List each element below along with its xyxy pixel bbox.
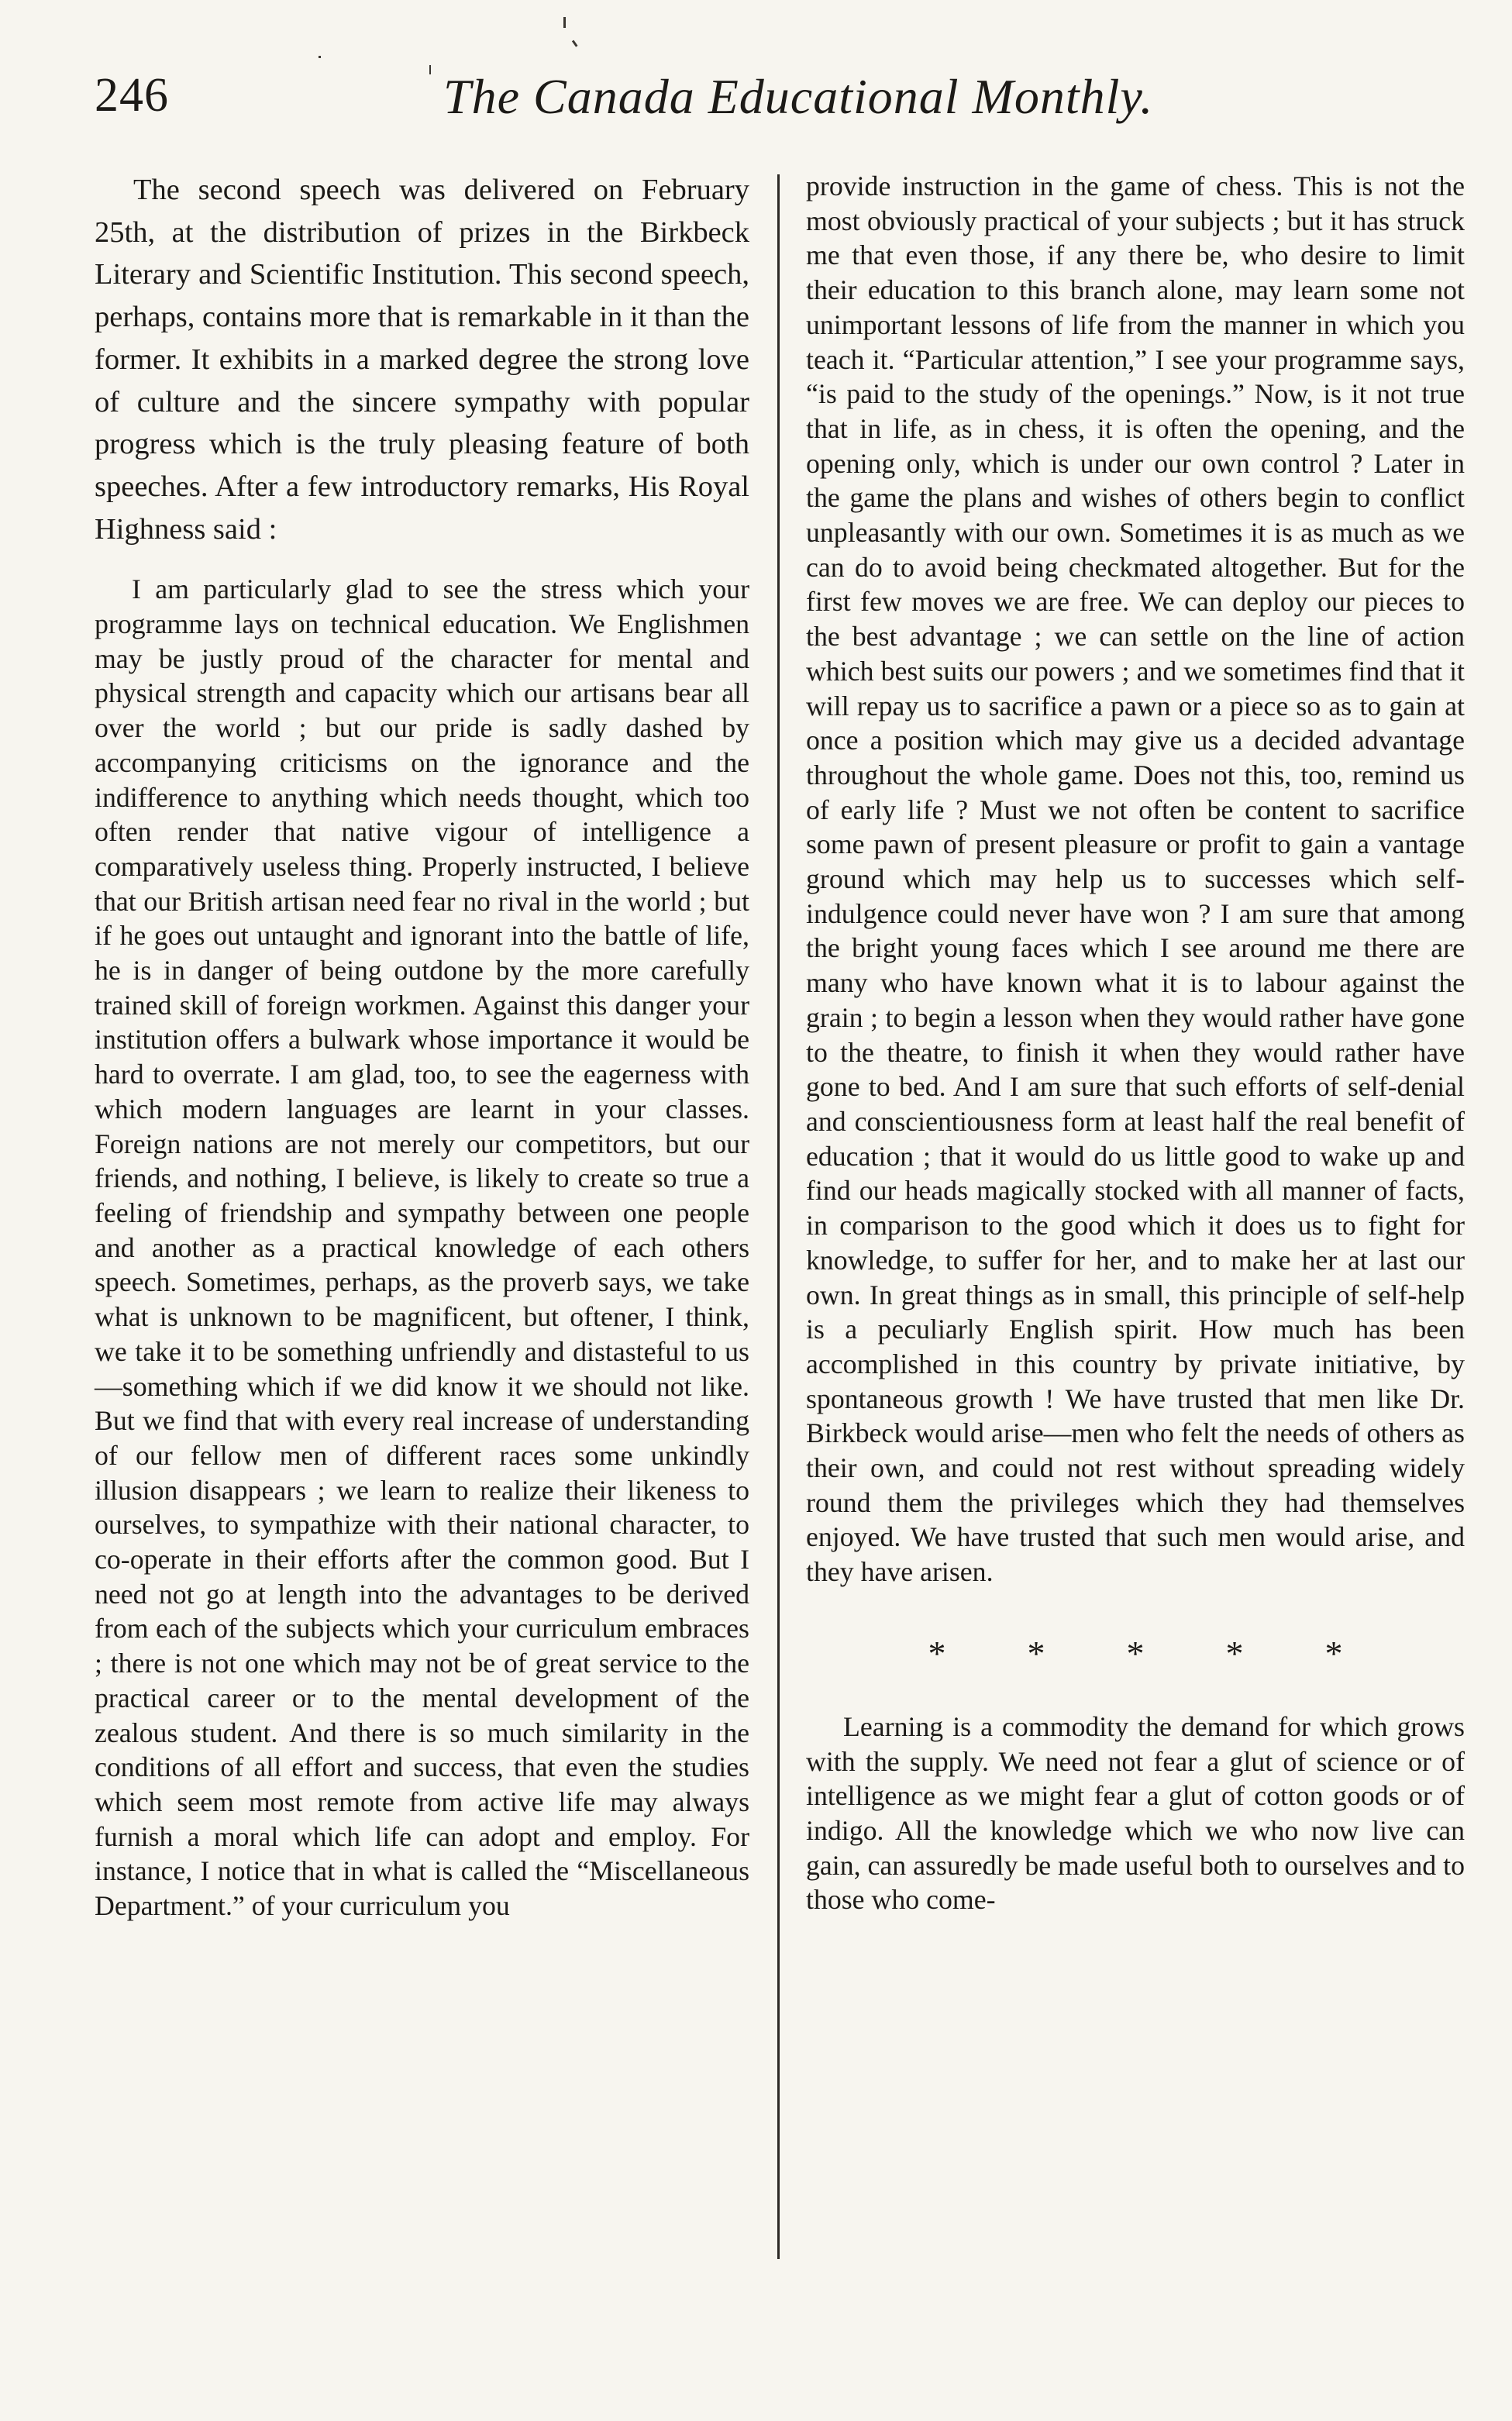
closing-paragraph: Learning is a commodity the demand for which grows with the supply. We need not fear a glut of science or of intelligence as we might fear a glut of cotton goods or of indigo. All the knowledge which we who now live can gain, can assuredly be made useful both to ourselves and to those who come- xyxy=(806,1710,1465,1916)
print-specks xyxy=(0,0,1512,155)
intro-paragraph: The second speech was delivered on February 25th, at the distribution of prizes in the Birkbeck Literary and Scientific Institution. This second speech, perhaps, contains more that is remarkable in it than the former. It exhibits in a marked degree the strong love of culture and the sincere sympathy with popular progress which is the truly pleasing feature of both speeches. After a few introductory remarks, His Royal Highness said : xyxy=(95,174,749,546)
left-column xyxy=(95,169,749,1923)
asterisk: * xyxy=(1126,1633,1145,1673)
right-column xyxy=(806,169,1465,1917)
running-title: The Canada Educational Monthly. xyxy=(443,69,1154,124)
paragraph-gap xyxy=(95,550,749,572)
section-separator xyxy=(806,1633,1465,1674)
speech-quote-paragraph: I am particularly glad to see the stress which your programme lays on technical education. We Englishmen may be justly proud of the character for mental and physical strength and capacity which our artisans bear all over the world ; but our pride is sadly dashed by accompanying criticisms on the ignorance and the indifference to anything which needs thought, which too often render that native vigour of intelligence a comparatively useless thing. Properly instructed, I believe that our British artisan need fear no rival in the world ; but if he goes out untaught and ignorant into the battle of life, he is in danger of being outdone by the more carefully trained skill of foreign workmen. Against this danger your institution offers a bulwark whose importance it would be hard to overrate. I am glad, too, to see the eagerness with which modern languages are learnt in your classes. Foreign nations are not merely our competitors, but our friends, and nothing, I believe, is likely to create so true a feeling of friendship and sympathy between one people and another as a practical knowledge of each others speech. Sometimes, perhaps, as the proverb says, we take what is unknown to be magnificent, but oftener, I think, we take it to be something unfriendly and distasteful to us—something which if we did know it we should not like. But we find that with every real increase of understanding of our fellow men of different races some unkindly illusion disappears ; we learn to realize their likeness to ourselves, to sympathize with their national character, to co-operate in their efforts after the common good. But I need not go at length into the advantages to be derived from each of the subjects which your curriculum embraces ; there is not one which may not be of great service to the practical career or to the mental development of the zealous student. And there is so much similarity in the conditions of all effort and success, that even the studies which seem most remote from active life may always furnish a moral which life can adopt and employ. For instance, I notice that in what is called the “Miscellaneous Department.” of your curriculum you xyxy=(95,573,749,1922)
page-number: 246 xyxy=(95,69,169,122)
asterisk: * xyxy=(1324,1633,1343,1673)
speech-continuation-paragraph: provide instruction in the game of chess. This is not the most obviously practical of your subjects ; but it has struck me that even those, if any there be, who desire to limit their education to this branch alone, may learn some not unimportant lessons of life from the manner in which you teach it. “Particular attention,” I see your programme says, “is paid to the study of the openings.” Now, is it not true that in life, as in chess, it is often the opening, and the opening only, which is under our own control ? Later in the game the plans and wishes of others begin to conflict unpleasantly with our own. Sometimes it is as much as we can do to avoid being checkmated altogether. But for the first few moves we are free. We can deploy our pieces to the best advantage ; we can settle on the line of action which best suits our powers ; and we sometimes find that it will repay us to sacrifice a pawn or a piece so as to gain at once a position which may give us a decided advantage throughout the whole game. Does not this, too, remind us of early life ? Must we not often be content to sacrifice some pawn of present pleasure or profit to gain a vantage ground which may help us to successes which self-indulgence could never have won ? I am sure that among the bright young faces which I see around me there are many who have known what it is to labour against the grain ; to begin a lesson when they would rather have gone to the theatre, to finish it when they would rather have gone to bed. And I am sure that such efforts of self-denial and conscientiousness form at least half the real benefit of education ; that it would do us little good to wake up and find our heads magically stocked with all manner of facts, in comparison to the good which it does us to fight for knowledge, to suffer for her, and to make her at last our own. In great things as in small, this principle of self-help is a peculiarly English spirit. How much has been accomplished in this country by private initiative, by spontaneous growth ! We have trusted that men like Dr. Birkbeck would arise—men who felt the needs of others as their own, and could not rest without spreading widely round them the privileges which they had themselves enjoyed. We have trusted that such men would arise, and they have arisen. xyxy=(806,170,1465,1588)
asterisk: * xyxy=(1027,1633,1045,1673)
asterisk: * xyxy=(928,1633,946,1673)
column-divider xyxy=(777,174,780,2259)
asterisk: * xyxy=(1225,1633,1244,1673)
